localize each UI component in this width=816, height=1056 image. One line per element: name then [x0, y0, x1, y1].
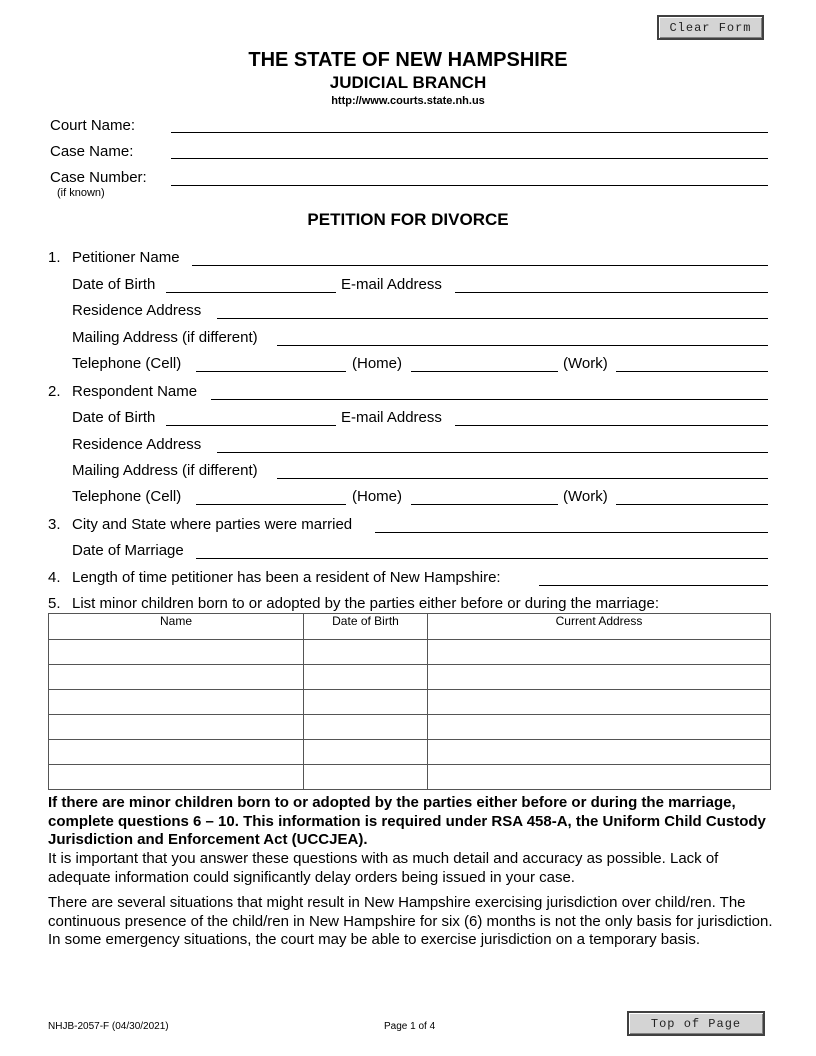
- respondent-cell-field[interactable]: [196, 504, 346, 505]
- respondent-dob-field[interactable]: [166, 425, 336, 426]
- respondent-work-field[interactable]: [616, 504, 768, 505]
- petitioner-home-label: (Home): [352, 355, 403, 372]
- children-list-label: List minor children born to or adopted by the parties either before or during the marriage:: [72, 595, 659, 612]
- child-name-cell[interactable]: [49, 740, 304, 765]
- respondent-cell-label: Telephone (Cell): [72, 488, 182, 505]
- marriage-place-label: City and State where parties were married: [72, 516, 353, 533]
- petitioner-work-label: (Work): [563, 355, 608, 372]
- court-name-field[interactable]: [171, 132, 768, 133]
- petitioner-mailing-field[interactable]: [277, 345, 768, 346]
- table-row: [49, 640, 771, 665]
- petitioner-dob-field[interactable]: [166, 292, 336, 293]
- child-name-cell[interactable]: [49, 690, 304, 715]
- respondent-email-label: E-mail Address: [341, 409, 442, 426]
- respondent-work-label: (Work): [563, 488, 608, 505]
- case-number-field[interactable]: [171, 185, 768, 186]
- respondent-home-field[interactable]: [411, 504, 558, 505]
- child-dob-cell[interactable]: [304, 765, 428, 790]
- case-name-label: Case Name:: [50, 143, 134, 160]
- residency-length-field[interactable]: [539, 585, 768, 586]
- accuracy-notice: It is important that you answer these questions with as much detail and accuracy as possible. Lack of adequate information could significantly delay orders being issued in your case.: [48, 850, 719, 886]
- if-known-note: (if known): [57, 187, 105, 199]
- respondent-email-field[interactable]: [455, 425, 768, 426]
- marriage-date-field[interactable]: [196, 558, 768, 559]
- petitioner-residence-label: Residence Address: [72, 302, 202, 319]
- table-row: [49, 715, 771, 740]
- child-dob-cell[interactable]: [304, 715, 428, 740]
- respondent-residence-field[interactable]: [217, 452, 768, 453]
- court-url: http://www.courts.state.nh.us: [331, 95, 485, 107]
- respondent-mailing-label: Mailing Address (if different): [72, 462, 258, 479]
- petitioner-cell-label: Telephone (Cell): [72, 355, 182, 372]
- child-dob-cell[interactable]: [304, 640, 428, 665]
- jurisdiction-notice: There are several situations that might result in New Hampshire exercising jurisdiction over child/ren. The continuous presence of the child/ren in New Hampshire for six (6) months is not the only basis for jurisdiction. In some emergency situations, the court may be able to exercise jurisdiction on a temporary basis.: [48, 894, 773, 948]
- petitioner-residence-field[interactable]: [217, 318, 768, 319]
- q4-number: 4.: [48, 569, 61, 586]
- child-address-cell[interactable]: [428, 740, 771, 765]
- respondent-home-label: (Home): [352, 488, 403, 505]
- child-name-cell[interactable]: [49, 715, 304, 740]
- child-name-cell[interactable]: [49, 765, 304, 790]
- q3-number: 3.: [48, 516, 61, 533]
- child-name-cell[interactable]: [49, 640, 304, 665]
- petitioner-cell-field[interactable]: [196, 371, 346, 372]
- clear-form-button[interactable]: Clear Form: [657, 15, 764, 40]
- q2-number: 2.: [48, 383, 61, 400]
- petitioner-home-field[interactable]: [411, 371, 558, 372]
- petitioner-mailing-label: Mailing Address (if different): [72, 329, 258, 346]
- child-dob-cell[interactable]: [304, 740, 428, 765]
- column-header-dob: Date of Birth: [304, 614, 428, 640]
- petitioner-work-field[interactable]: [616, 371, 768, 372]
- child-dob-cell[interactable]: [304, 665, 428, 690]
- children-table: [48, 613, 771, 790]
- residency-length-label: Length of time petitioner has been a resident of New Hampshire:: [72, 569, 501, 586]
- petitioner-name-label: Petitioner Name: [72, 249, 180, 266]
- table-row: [49, 765, 771, 790]
- petitioner-name-field[interactable]: [192, 265, 768, 266]
- court-name-label: Court Name:: [50, 117, 136, 134]
- form-title: PETITION FOR DIVORCE: [307, 210, 509, 229]
- uccjea-notice: If there are minor children born to or adopted by the parties either before or during the marriage, complete questions 6 – 10. This information is required under RSA 458-A, the Uniform Child Custody Jurisdiction and Enforcement Act (UCCJEA).: [48, 794, 766, 848]
- table-row: [49, 690, 771, 715]
- respondent-name-field[interactable]: [211, 399, 768, 400]
- state-title: THE STATE OF NEW HAMPSHIRE: [248, 49, 568, 71]
- column-header-address: Current Address: [428, 614, 771, 640]
- marriage-date-label: Date of Marriage: [72, 542, 184, 559]
- petitioner-email-field[interactable]: [455, 292, 768, 293]
- top-of-page-button[interactable]: Top of Page: [627, 1011, 765, 1036]
- respondent-residence-label: Residence Address: [72, 436, 202, 453]
- q1-number: 1.: [48, 249, 61, 266]
- respondent-dob-label: Date of Birth: [72, 409, 156, 426]
- child-name-cell[interactable]: [49, 665, 304, 690]
- child-address-cell[interactable]: [428, 665, 771, 690]
- form-id: NHJB-2057-F (04/30/2021): [48, 1021, 169, 1032]
- case-name-field[interactable]: [171, 158, 768, 159]
- respondent-name-label: Respondent Name: [72, 383, 198, 400]
- case-number-label: Case Number:: [50, 169, 147, 186]
- page-number: Page 1 of 4: [384, 1021, 436, 1032]
- branch-title: JUDICIAL BRANCH: [329, 73, 487, 92]
- respondent-mailing-field[interactable]: [277, 478, 768, 479]
- column-header-name: Name: [49, 614, 304, 640]
- table-row: [49, 665, 771, 690]
- child-address-cell[interactable]: [428, 765, 771, 790]
- child-address-cell[interactable]: [428, 640, 771, 665]
- children-table-header: [49, 614, 771, 640]
- child-address-cell[interactable]: [428, 690, 771, 715]
- q5-number: 5.: [48, 595, 61, 612]
- table-row: [49, 740, 771, 765]
- child-address-cell[interactable]: [428, 715, 771, 740]
- child-dob-cell[interactable]: [304, 690, 428, 715]
- marriage-place-field[interactable]: [375, 532, 768, 533]
- petitioner-dob-label: Date of Birth: [72, 276, 156, 293]
- petitioner-email-label: E-mail Address: [341, 276, 442, 293]
